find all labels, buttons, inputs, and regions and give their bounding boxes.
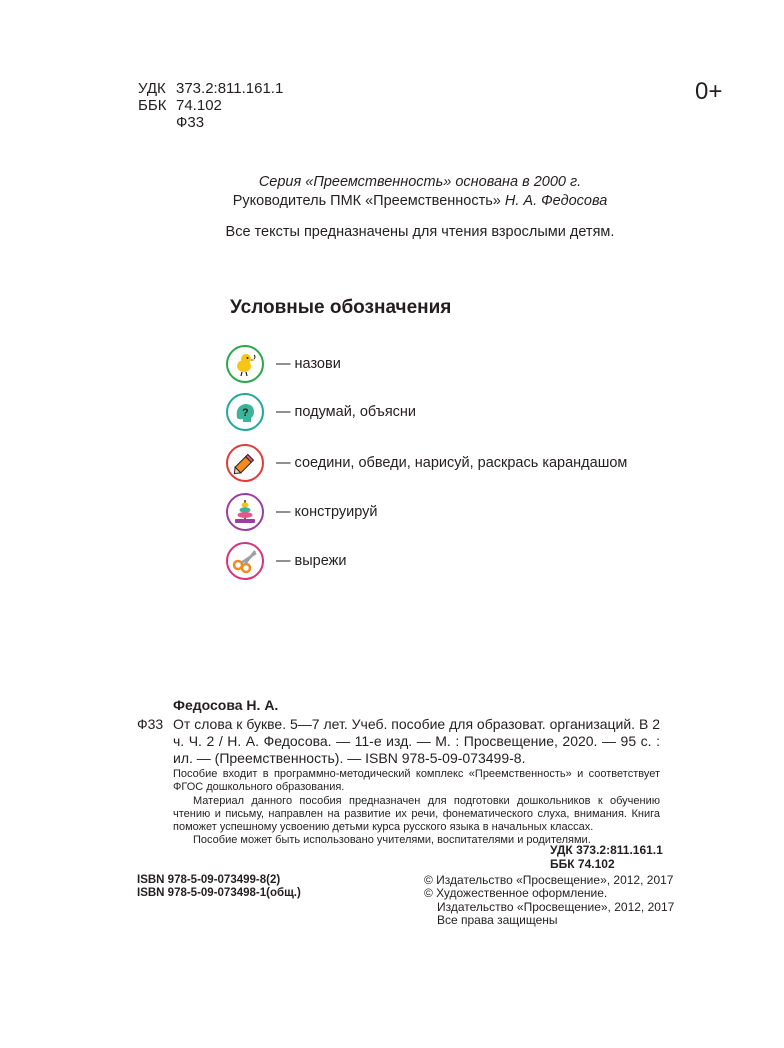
pyramid-toy-icon <box>226 493 264 531</box>
series-leader <box>220 193 620 209</box>
pencil-icon <box>226 444 264 482</box>
record-abstract <box>173 768 660 848</box>
bbk-value: 74.102 <box>176 97 222 114</box>
udk-label: УДК <box>138 80 166 97</box>
record-code: Ф33 <box>137 716 164 732</box>
legend-item-name <box>226 345 646 383</box>
udk-block <box>138 80 283 131</box>
leader-prefix: Руководитель ПМК «Преемственность» <box>232 193 501 209</box>
thinking-head-icon <box>226 393 264 431</box>
series-founded: Серия «Преемственность» основана в 2000 г. <box>258 174 582 190</box>
abstract-paragraph: Пособие входит в программно-методический комплекс «Преемственность» и соответствует ФГОС дошкольного образования. <box>173 768 660 794</box>
isbn-block <box>137 874 301 900</box>
legend-item-think <box>226 393 646 431</box>
author-code: Ф33 <box>176 114 205 131</box>
legend-label: — подумай, объясни <box>276 404 417 420</box>
leader-name: Н. А. Федосова <box>504 193 608 209</box>
legend-title: Условные обозначения <box>230 297 452 318</box>
legend-item-cut <box>226 542 646 580</box>
scissors-icon <box>226 542 264 580</box>
rights-reserved: Все права защищены <box>437 912 558 927</box>
copyright-line: © Художественное оформление. <box>424 886 608 901</box>
copyright-line: © Издательство «Просвещение», 2012, 2017 <box>424 873 674 887</box>
legend-label: — соедини, обведи, нарисуй, раскрась карандашом <box>276 455 628 471</box>
udk-value: 373.2:811.161.1 <box>176 80 284 97</box>
legend-label: — вырежи <box>276 553 347 569</box>
abstract-paragraph: Пособие может быть использовано учителями, воспитателями и родителями. <box>193 834 591 847</box>
footer-bbk: ББК 74.102 <box>550 856 615 871</box>
isbn-total: ISBN 978-5-09-073498-1(общ.) <box>137 887 301 899</box>
age-rating: 0+ <box>695 78 723 105</box>
bbk-label: ББК <box>138 97 167 114</box>
svg-text:?: ? <box>242 407 249 419</box>
reading-note: Все тексты предназначены для чтения взрослыми детям. <box>225 224 615 240</box>
abstract-paragraph: Материал данного пособия предназначен для подготовки дошкольников к обучению чтению и письму, направлен на развитие их речи, фонематического слуха, внимания. Книга поможет успешному усвоению детьми курса русского языка в начальных классах. <box>173 794 660 834</box>
record-author: Федосова Н. А. <box>173 697 279 713</box>
legend-label: — конструируй <box>276 504 378 520</box>
chick-icon <box>226 345 264 383</box>
legend-item-pencil <box>226 444 646 482</box>
footer-udk-block <box>550 844 663 871</box>
isbn-part: ISBN 978-5-09-073499-8(2) <box>137 874 281 886</box>
copyright-line: Издательство «Просвещение», 2012, 2017 <box>437 899 675 914</box>
legend-label: — назови <box>276 356 341 372</box>
record-citation: От слова к букве. 5—7 лет. Учеб. пособие для образоват. организаций. В 2 ч. Ч. 2 / Н. А. Федосова. — 11-е изд. — М. : Просвещение, 2020. — 95 с. : ил. — (Преемственность). — ISBN 978-5-09-073499-8. <box>173 716 660 766</box>
footer-udk: УДК 373.2:811.161.1 <box>550 843 663 857</box>
copyright-block <box>424 874 674 927</box>
legend-item-build <box>226 493 646 531</box>
